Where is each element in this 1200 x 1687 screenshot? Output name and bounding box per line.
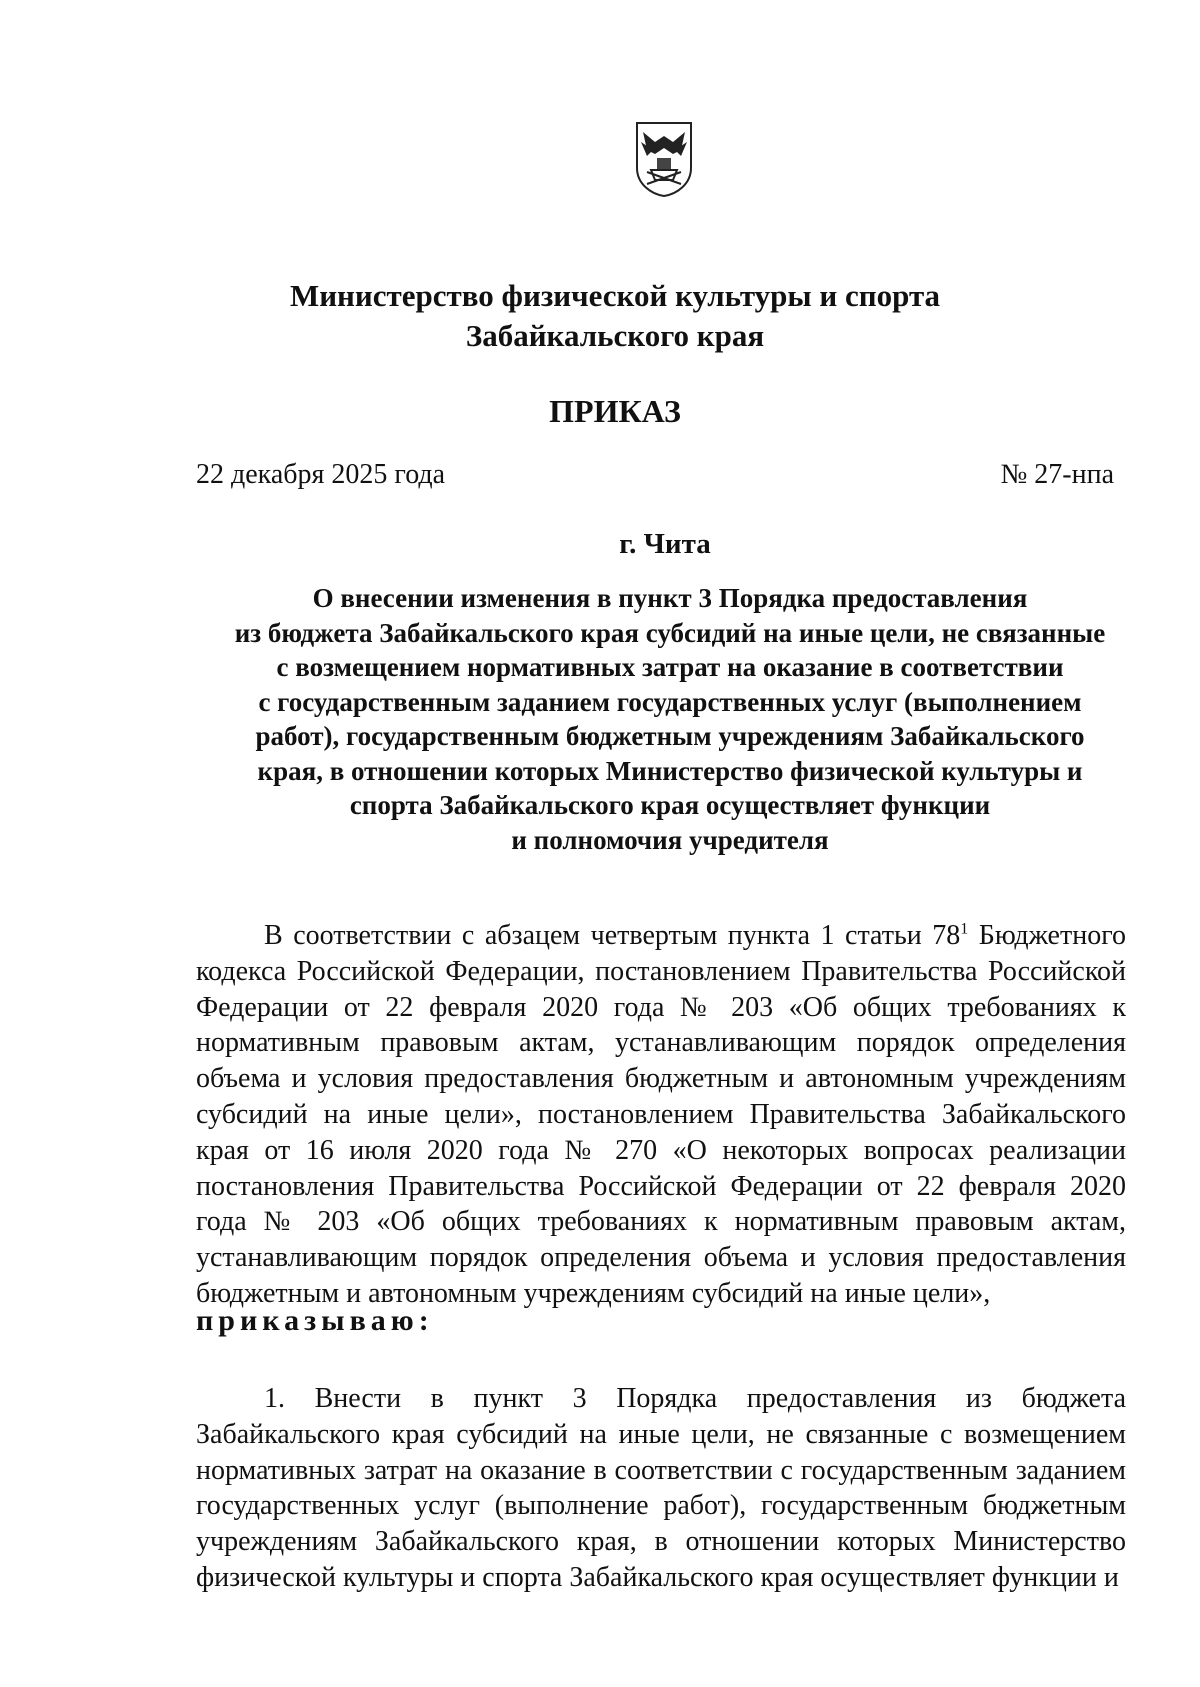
preamble-text-start: В соответствии с абзацем четвертым пункта 1 статьи 78 bbox=[264, 920, 961, 951]
title-line: работ), государственным бюджетным учреждениям Забайкальского bbox=[255, 721, 1085, 751]
title-line: из бюджета Забайкальского края субсидий на иные цели, не связанные bbox=[234, 617, 1106, 648]
document-date: 22 декабря 2025 года bbox=[196, 459, 446, 490]
title-line: края, в отношении которых Министерство физической культуры и bbox=[257, 755, 1083, 786]
document-title bbox=[190, 581, 1150, 857]
order-item-1: 1. Внести в пункт 3 Порядка предоставления из бюджета Забайкальского края субсидий на иные цели, не связанные с возмещением нормативных затрат на оказание в соответствии с государственным заданием государственных услуг (выполнение работ), государственным бюджетным учреждениям Забайкальского края, в отношении которых Министерство физической культуры и спорта Забайкальского края осуществляет функции и bbox=[196, 1383, 1126, 1593]
ministry-name bbox=[200, 276, 1030, 356]
title-line: О внесении изменения в пункт 3 Порядка предоставления bbox=[312, 583, 1028, 613]
preamble-text-end: Бюджетного кодекса Российской Федерации, постановлением Правительства Российской Федерации от 22 февраля 2020 года № 203 «Об общих требованиях к нормативным правовым актам, устанавливающим порядок определения объема и условия предоставления бюджетным и автономным учреждениям субсидий на иные цели», постановлением Правительства Забайкальского края от 16 июля 2020 года № 270 «О некоторых вопросах реализации постановления Правительства Российской Федерации от 22 февраля 2020 года № 203 «Об общих требованиях к нормативным правовым актам, устанавливающим порядок определения объема и условия предоставления бюджетным и автономным учреждениям субсидий на иные цели», bbox=[196, 920, 1126, 1309]
title-line: и полномочия учредителя bbox=[511, 824, 829, 855]
ministry-name-line1: Министерство физической культуры и спорта bbox=[289, 278, 941, 313]
title-line: с государственным заданием государственных услуг (выполнением bbox=[258, 686, 1082, 717]
document-city: г. Чита bbox=[619, 528, 711, 560]
ministry-name-line2: Забайкальского края bbox=[465, 318, 765, 353]
order-word: приказываю: bbox=[196, 1304, 434, 1337]
document-type: ПРИКАЗ bbox=[549, 393, 681, 429]
title-line: спорта Забайкальского края осуществляет функции bbox=[349, 790, 991, 820]
article-superscript: 1 bbox=[960, 920, 969, 938]
document-number: № 27-нпа bbox=[1000, 459, 1114, 490]
preamble-paragraph bbox=[196, 918, 1126, 1312]
coat-of-arms-icon bbox=[633, 120, 695, 198]
title-line: с возмещением нормативных затрат на оказание в соответствии bbox=[276, 652, 1064, 682]
